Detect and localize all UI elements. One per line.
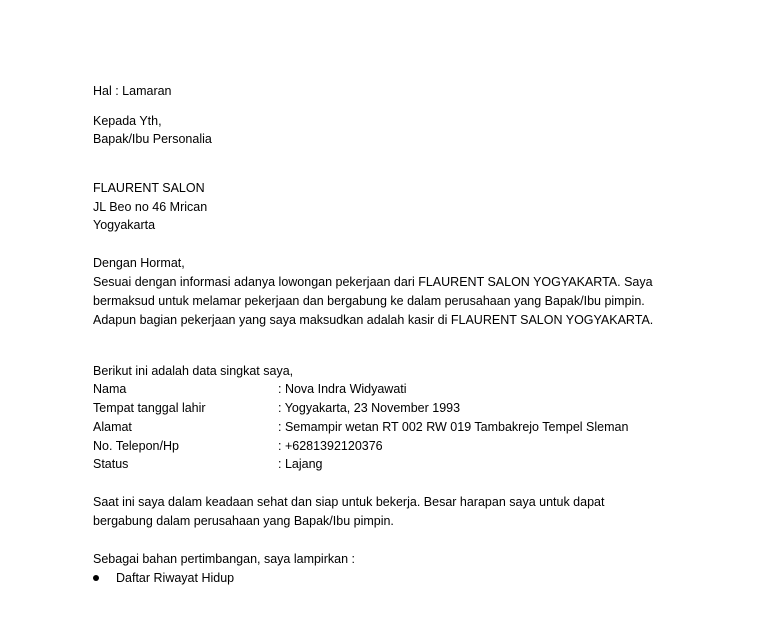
closing-line: Saat ini saya dalam keadaan sehat dan siap untuk bekerja. Besar harapan saya untuk dapat [93, 495, 605, 509]
data-value: : Semampir wetan RT 002 RW 019 Tambakrejo Tempel Sleman [278, 420, 629, 434]
bullet-icon [93, 575, 99, 581]
data-value: : Lajang [278, 457, 323, 471]
salutation: Dengan Hormat, [93, 256, 185, 270]
recipient-greeting: Kepada Yth, [93, 114, 162, 128]
data-value: : Yogyakarta, 23 November 1993 [278, 401, 461, 415]
recipient-position: Bapak/Ibu Personalia [93, 132, 212, 146]
attachments-intro: Sebagai bahan pertimbangan, saya lampirkan : [93, 552, 355, 566]
address-company: FLAURENT SALON [93, 181, 205, 195]
data-value: : Nova Indra Widyawati [278, 382, 407, 396]
data-label: Tempat tanggal lahir [93, 401, 206, 415]
address-city: Yogyakarta [93, 218, 156, 232]
data-value: : +6281392120376 [278, 439, 383, 453]
data-intro: Berikut ini adalah data singkat saya, [93, 364, 294, 378]
data-label: No. Telepon/Hp [93, 439, 179, 453]
data-label: Alamat [93, 420, 132, 434]
data-label: Status [93, 457, 129, 471]
closing-line: bergabung dalam perusahaan yang Bapak/Ibu pimpin. [93, 514, 394, 528]
address-street: JL Beo no 46 Mrican [93, 200, 208, 214]
attachment-label: Daftar Riwayat Hidup [116, 571, 235, 585]
subject-line: Hal : Lamaran [93, 84, 172, 98]
intro-line: Sesuai dengan informasi adanya lowongan pekerjaan dari FLAURENT SALON YOGYAKARTA. Saya [93, 275, 653, 289]
intro-line: bermaksud untuk melamar pekerjaan dan bergabung ke dalam perusahaan yang Bapak/Ibu pimpin. [93, 294, 645, 308]
data-label: Nama [93, 382, 127, 396]
intro-line: Adapun bagian pekerjaan yang saya maksudkan adalah kasir di FLAURENT SALON YOGYAKARTA. [93, 313, 654, 327]
